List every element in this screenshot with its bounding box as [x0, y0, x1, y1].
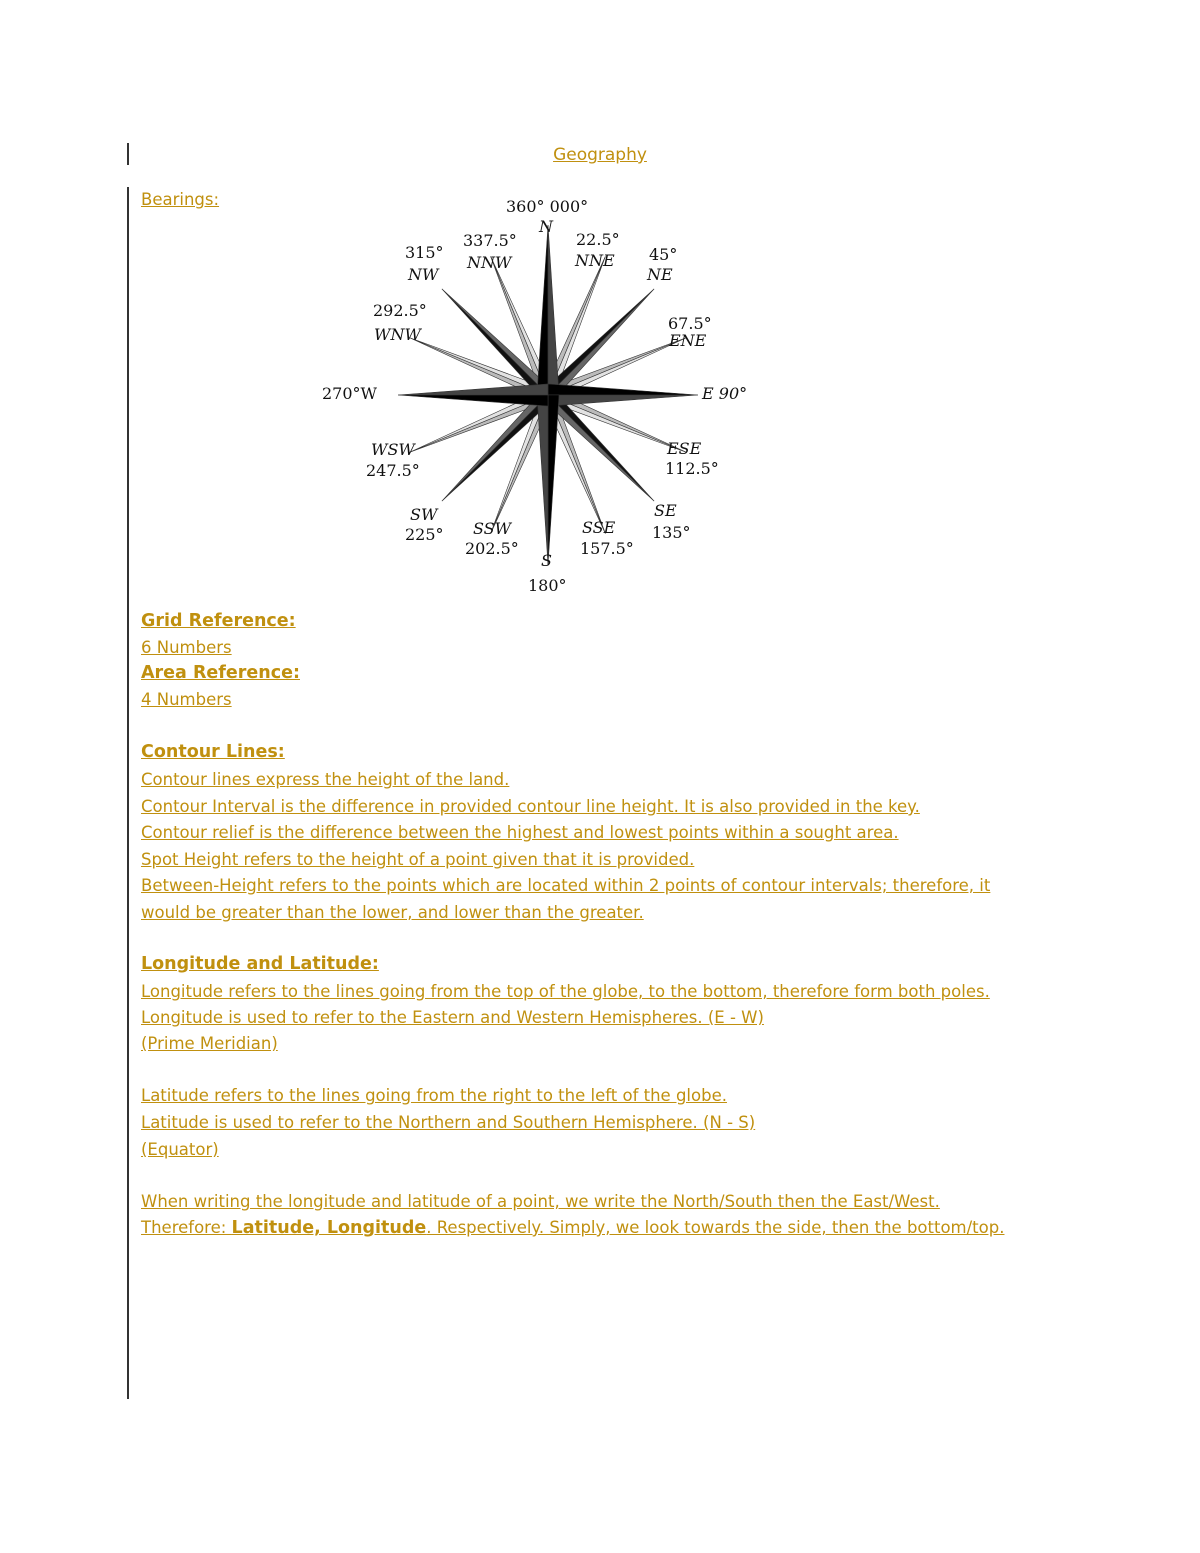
compass-point-s: [548, 395, 559, 565]
compass-point-n: [537, 225, 548, 395]
latitude-line: Latitude refers to the lines going from the right to the left of the globe.: [141, 1086, 727, 1105]
contour-line: Contour lines express the height of the land.: [141, 770, 510, 789]
compass-wnw-degrees: 292.5°: [373, 301, 427, 320]
compass-south-degrees: 180°: [528, 576, 567, 595]
bearings-heading: Bearings:: [141, 190, 220, 209]
compass-ssw-label: SSW: [473, 519, 512, 538]
contour-line: Between-Height refers to the points which are located within 2 points of contour intervals; therefore, it: [141, 876, 991, 895]
compass-point-w-shade: [398, 384, 548, 395]
compass-nw-label: NW: [408, 265, 439, 284]
summary-suffix: . Respectively. Simply, we look towards the side, then the bottom/top.: [426, 1218, 1005, 1237]
compass-point-nw: [442, 289, 548, 400]
compass-point-se: [548, 390, 654, 501]
compass-se-degrees: 135°: [652, 523, 691, 542]
compass-ne-label: NE: [647, 265, 673, 284]
compass-west-label: 270°W: [322, 384, 377, 403]
contour-line: Contour relief is the difference between the highest and lowest points within a sought area.: [141, 823, 899, 842]
compass-wsw-label: WSW: [371, 440, 415, 459]
compass-ssw-degrees: 202.5°: [465, 539, 519, 558]
contour-line: would be greater than the lower, and lower than the greater.: [141, 903, 644, 922]
summary-line-2: [141, 1217, 1004, 1239]
compass-point-ne: [543, 289, 654, 395]
compass-nnw-degrees: 337.5°: [463, 231, 517, 250]
compass-sw-label: SW: [410, 505, 438, 524]
compass-point-e-shade: [548, 395, 698, 406]
summary-line-1: When writing the longitude and latitude of a point, we write the North/South then the East/West.: [141, 1192, 940, 1211]
compass-point-w: [398, 395, 548, 406]
compass-se-label: SE: [654, 501, 677, 520]
longitude-line: Longitude is used to refer to the Eastern and Western Hemispheres. (E - W): [141, 1008, 764, 1027]
page-title: Geography: [553, 145, 647, 165]
compass-rose-diagram: [310, 188, 770, 598]
latitude-line: (Equator): [141, 1140, 219, 1159]
compass-ene-degrees: 67.5°: [668, 314, 712, 333]
grid-reference-heading: Grid Reference:: [141, 611, 296, 631]
compass-wnw-label: WNW: [374, 325, 421, 344]
contour-line: Contour Interval is the difference in provided contour line height. It is also provided in the key.: [141, 797, 920, 816]
compass-sw-degrees: 225°: [405, 525, 444, 544]
compass-south-label: S: [541, 551, 552, 570]
compass-point-ne-shade: [548, 289, 654, 400]
longlat-heading: Longitude and Latitude:: [141, 954, 379, 974]
compass-point-sw-shade: [442, 390, 548, 501]
compass-nne-degrees: 22.5°: [576, 230, 620, 249]
contour-heading: Contour Lines:: [141, 742, 285, 762]
compass-ese-degrees: 112.5°: [665, 459, 719, 478]
compass-nnw-label: NNW: [467, 253, 512, 272]
compass-point-e: [548, 384, 698, 395]
compass-point-sw: [442, 395, 553, 501]
summary-prefix: Therefore:: [141, 1218, 232, 1237]
longitude-line: Longitude refers to the lines going from the top of the globe, to the bottom, therefore form both poles.: [141, 982, 990, 1001]
compass-sse-label: SSE: [582, 518, 616, 537]
area-reference-heading: Area Reference:: [141, 663, 300, 683]
compass-ese-label: ESE: [667, 439, 702, 458]
compass-nw-degrees: 315°: [405, 243, 444, 262]
compass-point-s-shade: [537, 395, 548, 565]
compass-ene-label: ENE: [669, 331, 707, 350]
latitude-line: Latitude is used to refer to the Northern and Southern Hemisphere. (N - S): [141, 1113, 756, 1132]
compass-east-label: E 90°: [702, 384, 748, 403]
compass-point-n-shade: [548, 225, 559, 395]
compass-north-label: N: [539, 217, 553, 236]
compass-ne-degrees: 45°: [649, 245, 678, 264]
margin-bar: [127, 187, 129, 1399]
area-reference-text: 4 Numbers: [141, 690, 232, 709]
compass-sse-degrees: 157.5°: [580, 539, 634, 558]
grid-reference-text: 6 Numbers: [141, 638, 232, 657]
longitude-line: (Prime Meridian): [141, 1034, 278, 1053]
compass-nne-label: NNE: [575, 251, 615, 270]
compass-point-nw-shade: [442, 289, 553, 395]
compass-wsw-degrees: 247.5°: [366, 461, 420, 480]
contour-line: Spot Height refers to the height of a point given that it is provided.: [141, 850, 695, 869]
summary-bold-phrase: Latitude, Longitude: [231, 1218, 427, 1238]
compass-point-se-shade: [543, 395, 654, 501]
compass-north-degrees: 360° 000°: [506, 197, 589, 216]
